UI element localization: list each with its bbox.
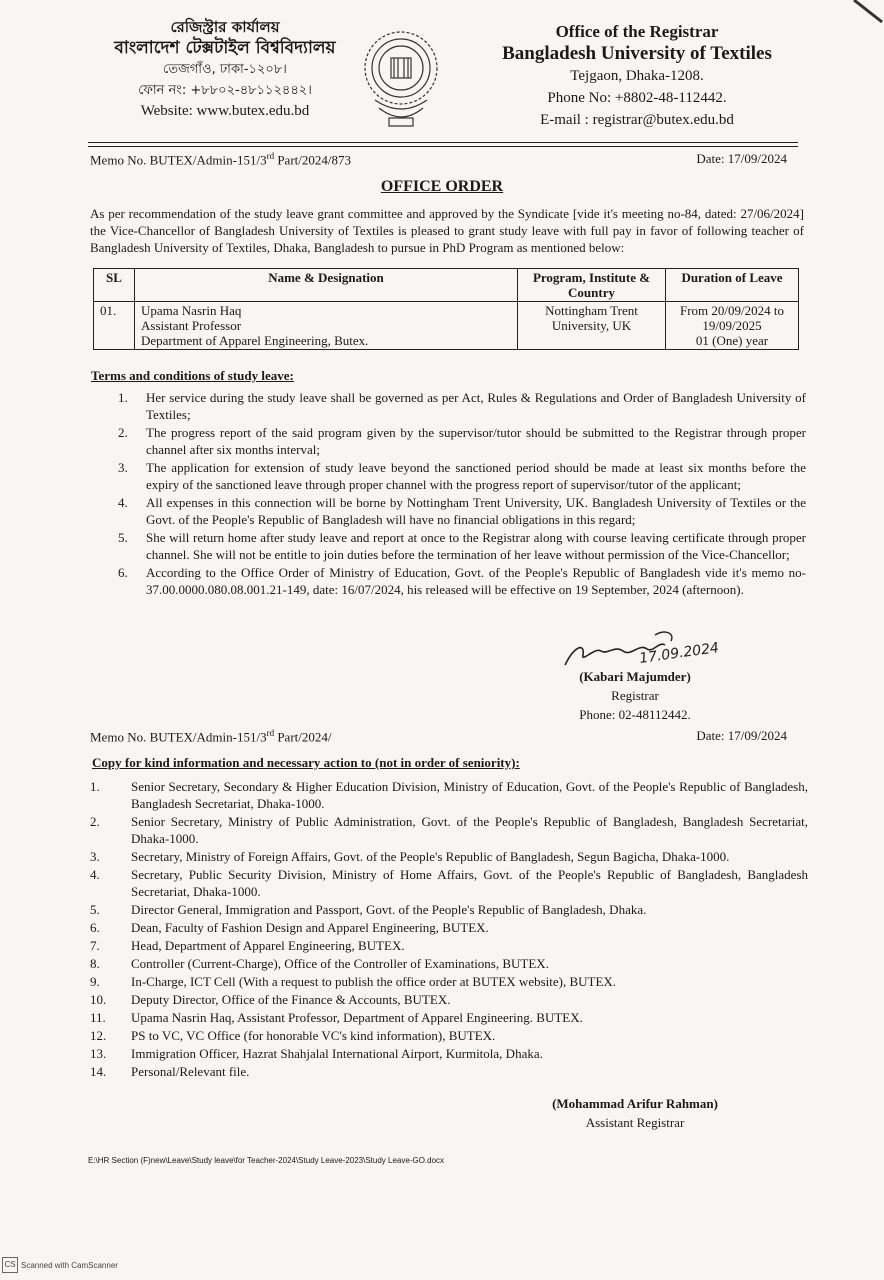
memo-number: Memo No. BUTEX/Admin-151/3rd Part/2024/873 <box>90 151 351 168</box>
copy-heading: Copy for kind information and necessary action to (not in order of seniority): <box>92 755 520 770</box>
cell-name-designation <box>135 302 518 350</box>
scanner-badge <box>2 1257 118 1273</box>
list-item: 7. Head, Department of Apparel Engineering, BUTEX. <box>90 938 405 953</box>
list-item: 13. Immigration Officer, Hazrat Shahjalal International Airport, Kurmitola, Dhaka. <box>90 1046 543 1061</box>
assistant-registrar-block <box>540 1094 730 1132</box>
bangla-address: তেজগাঁও, ঢাকা-১২০৮। <box>163 62 287 77</box>
col-program: Program, Institute & Country <box>518 269 666 302</box>
header-bangla-block <box>95 17 355 122</box>
assistant-registrar-title: Assistant Registrar <box>585 1115 685 1130</box>
website-text: Website: www.butex.edu.bd <box>140 103 310 119</box>
corner-mark <box>848 0 884 24</box>
duration-years: 01 (One) year <box>695 333 769 348</box>
list-item: 11. Upama Nasrin Haq, Assistant Professor, Department of Apparel Engineering. BUTEX. <box>90 1010 583 1025</box>
bangla-phone: ফোন নং: +৮৮০২-৪৮১১২৪৪২। <box>138 83 312 98</box>
list-item: 3. The application for extension of study leave beyond the sanctioned period should be made at least six months before the expiry of the sanctioned leave through proper channel with the progress report of supervisor/tutor of the applicant; <box>118 460 806 492</box>
cell-duration <box>666 302 799 350</box>
list-item: 2. Senior Secretary, Ministry of Public Administration, Govt. of the People's Republic of Bangladesh, Bangladesh Secretariat, Dhaka-1000. <box>90 814 808 846</box>
handwritten-date: 17.09.2024 <box>638 639 720 667</box>
file-path: E:\HR Section (F)new\Leave\Study leave\for Teacher-2024\Study Leave-2023\Study Leave-GO.docx <box>88 1156 445 1165</box>
intro-paragraph: As per recommendation of the study leave grant committee and approved by the Syndicate [vide it's meeting no-84, dated: 27/06/2024] the Vice-Chancellor of Bangladesh University of Textiles is pleased to grant study leave with full pay in favor of following teacher of Bangladesh University of Textiles, Dhaka, Bangladesh to pursue in PhD Program as mentioned below: <box>90 206 804 255</box>
registrar-block <box>555 667 715 724</box>
header-divider <box>88 142 798 143</box>
terms-list <box>118 389 806 599</box>
registrar-name: (Kabari Majumder) <box>579 669 691 684</box>
memo-number-2: Memo No. BUTEX/Admin-151/3rd Part/2024/ <box>90 728 332 745</box>
teacher-department: Department of Apparel Engineering, Butex. <box>141 333 369 348</box>
memo-date: Date: 17/09/2024 <box>696 151 787 166</box>
bangla-university-name: বাংলাদেশ টেক্সটাইল বিশ্ববিদ্যালয় <box>114 38 336 58</box>
teacher-name: Upama Nasrin Haq <box>141 303 242 318</box>
list-item: 5. Director General, Immigration and Passport, Govt. of the People's Republic of Bangladesh, Dhaka. <box>90 902 647 917</box>
document-title: OFFICE ORDER <box>380 178 504 195</box>
cell-sl: 01. <box>94 302 135 350</box>
list-item: 1. Senior Secretary, Secondary & Higher Education Division, Ministry of Education, Govt. of the People's Republic of Bangladesh, Bangladesh Secretariat, Dhaka-1000. <box>90 779 808 811</box>
table-header-row <box>94 269 799 302</box>
assistant-registrar-name: (Mohammad Arifur Rahman) <box>552 1096 718 1111</box>
bangla-office-name: রেজিস্ট্রার কার্যালয় <box>170 18 280 36</box>
header-english-block <box>478 21 796 131</box>
list-item: 8. Controller (Current-Charge), Office of the Controller of Examinations, BUTEX. <box>90 956 549 971</box>
address: Tejgaon, Dhaka-1208. <box>570 68 704 84</box>
duration-range: From 20/09/2024 to 19/09/2025 <box>679 303 784 333</box>
registrar-phone: Phone: 02-48112442. <box>579 707 691 722</box>
list-item: 2. The progress report of the said program given by the supervisor/tutor should be submitted to the Registrar through proper channel after six months interval; <box>118 425 806 457</box>
list-item: 4. Secretary, Public Security Division, Ministry of Home Affairs, Govt. of the People's Republic of Bangladesh, Bangladesh Secretariat, Dhaka-1000. <box>90 867 808 899</box>
cell-institute: Nottingham Trent University, UK <box>518 302 666 350</box>
terms-heading: Terms and conditions of study leave: <box>91 368 294 383</box>
col-sl: SL <box>94 269 135 302</box>
col-name: Name & Designation <box>135 269 518 302</box>
list-item: 12. PS to VC, VC Office (for honorable VC's kind information), BUTEX. <box>90 1028 496 1043</box>
copy-list <box>90 778 808 1081</box>
scanner-text: Scanned with CamScanner <box>21 1260 118 1270</box>
list-item: 5. She will return home after study leave and report at once to the Registrar along with course leaving certificate through proper channel. She will not be entitle to join duties before the termination of her leave without permission of the Vice-Chancellor; <box>118 530 806 562</box>
office-name: Office of the Registrar <box>555 22 719 41</box>
registrar-signature <box>535 625 735 673</box>
list-item: 14. Personal/Relevant file. <box>90 1064 250 1079</box>
email: E-mail : registrar@butex.edu.bd <box>540 112 734 128</box>
header-divider-thin <box>88 146 798 147</box>
list-item: 3. Secretary, Ministry of Foreign Affairs, Govt. of the People's Republic of Bangladesh, Segun Bagicha, Dhaka-1000. <box>90 849 730 864</box>
list-item: 1. Her service during the study leave shall be governed as per Act, Rules & Regulations and Order of Bangladesh University of Textiles; <box>118 390 806 422</box>
list-item: 10. Deputy Director, Office of the Finance & Accounts, BUTEX. <box>90 992 451 1007</box>
list-item: 6. Dean, Faculty of Fashion Design and Apparel Engineering, BUTEX. <box>90 920 489 935</box>
teacher-designation: Assistant Professor <box>141 318 242 333</box>
list-item: 9. In-Charge, ICT Cell (With a request to publish the office order at BUTEX website), BUTEX. <box>90 974 617 989</box>
table-row <box>94 302 799 350</box>
cs-logo-icon: CS <box>2 1257 18 1273</box>
memo-date-2: Date: 17/09/2024 <box>696 728 787 743</box>
leave-table <box>93 268 799 350</box>
list-item: 6. According to the Office Order of Ministry of Education, Govt. of the People's Republic of Bangladesh vide it's memo no-37.00.0000.080.08.001.21-149, date: 16/07/2024, his released will be effective on 19 September, 2024 (afternoon). <box>118 565 806 597</box>
col-duration: Duration of Leave <box>666 269 799 302</box>
phone: Phone No: +8802-48-112442. <box>547 90 727 106</box>
university-seal-icon <box>361 22 441 130</box>
list-item: 4. All expenses in this connection will be borne by Nottingham Trent University, UK. Bangladesh University of Textiles or the Govt. of the People's Republic of Bangladesh will have no financial obligations in this regard; <box>118 495 806 527</box>
university-name: Bangladesh University of Textiles <box>502 43 772 64</box>
registrar-title: Registrar <box>611 688 659 703</box>
